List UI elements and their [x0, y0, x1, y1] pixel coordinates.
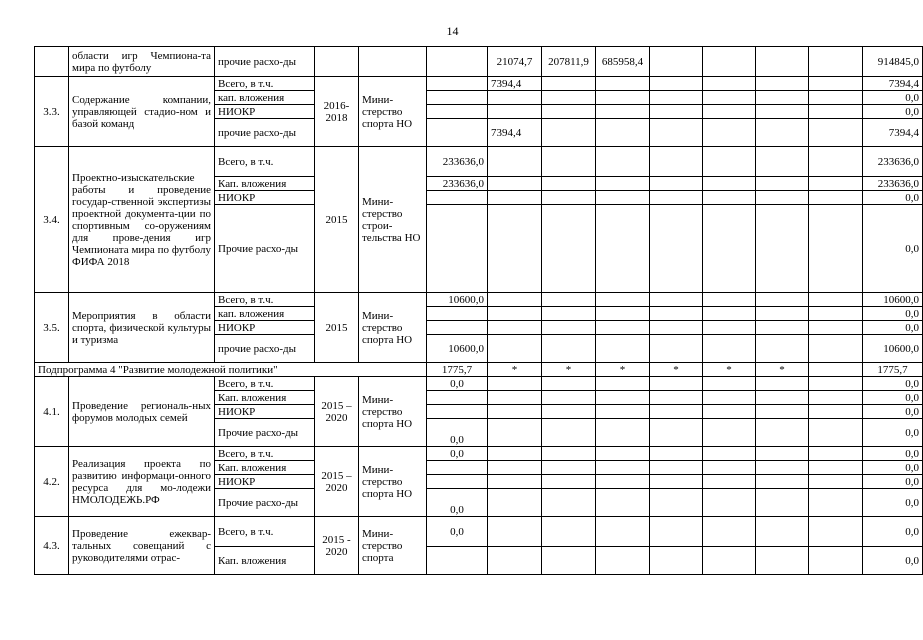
item-years: 2015 - 2020 — [315, 517, 359, 575]
page-number: 14 — [446, 24, 459, 38]
table-row: НИОКР 0,0 — [35, 191, 923, 205]
subprogram-row: Подпрограмма 4 "Развитие молодежной политики" 1775,7 * * * * * * 1775,7 — [35, 363, 923, 377]
table-row: Кап. вложения 0,0 — [35, 547, 923, 575]
table-row: Прочие расхо-ды 0,0 0,0 — [35, 419, 923, 447]
category-other: Прочие расхо-ды — [215, 419, 315, 447]
continuation-expense: прочие расхо-ды — [215, 47, 315, 77]
item-ministry: Мини-стерство спорта НО — [359, 293, 427, 363]
item-ministry: Мини-стерство спорта НО — [359, 377, 427, 447]
category-niokr: НИОКР — [215, 321, 315, 335]
item-ministry: Мини-стерство спорта НО — [359, 77, 427, 147]
item-number: 4.2. — [35, 447, 69, 517]
table-row: 4.2. Реализация проекта по развитию информаци-онного ресурса для мо-лодежи НМОЛОДЕЖЬ.РФ Всего, в т.ч. 2015 – 2020 Мини-стерство спорта НО 0,0 0,0 — [35, 447, 923, 461]
budget-table — [34, 46, 923, 575]
item-years: 2015 – 2020 — [315, 447, 359, 517]
table-row: Прочие расхо-ды 0,0 — [35, 205, 923, 293]
category-niokr: НИОКР — [215, 475, 315, 489]
item-years: 2015 – 2020 — [315, 377, 359, 447]
category-niokr: НИОКР — [215, 405, 315, 419]
item-number: 3.5. — [35, 293, 69, 363]
item-number: 3.3. — [35, 77, 69, 147]
item-years: 2015 — [315, 147, 359, 293]
item-name: Проведение ежеквар-тальных совещаний с руководителями отрас- — [69, 517, 215, 575]
item-years: 2015 — [315, 293, 359, 363]
table-row: Кап. вложения 0,0 — [35, 461, 923, 475]
item-number: 3.4. — [35, 147, 69, 293]
item-ministry: Мини-стерство спорта — [359, 517, 427, 575]
category-other: Прочие расхо-ды — [215, 205, 315, 293]
category-capital: Кап. вложения — [215, 177, 315, 191]
table-row: 3.5. Мероприятия в области спорта, физической культуры и туризма Всего, в т.ч. 2015 Мини-стерство спорта НО 10600,0 10600,0 — [35, 293, 923, 307]
table-row: НИОКР 0,0 — [35, 105, 923, 119]
continuation-v2: 207811,9 — [542, 47, 596, 77]
category-other: прочие расхо-ды — [215, 119, 315, 147]
table-row: НИОКР 0,0 — [35, 405, 923, 419]
table-row: 4.1. Проведение региональ-ных форумов молодых семей Всего, в т.ч. 2015 – 2020 Мини-стерство спорта НО 0,0 0,0 — [35, 377, 923, 391]
item-name: Проведение региональ-ных форумов молодых семей — [69, 377, 215, 447]
category-all: Всего, в т.ч. — [215, 147, 315, 177]
table-row: 3.3. Содержание компании, управляющей стадио-ном и базой команд Всего, в т.ч. 2016-2018 Мини-стерство спорта НО 7394,4 7394,4 — [35, 77, 923, 91]
table-row: 4.3. Проведение ежеквар-тальных совещаний с руководителями отрас- Всего, в т.ч. 2015 - 2020 Мини-стерство спорта 0,0 0,0 — [35, 517, 923, 547]
item-name: Проектно-изыскательские работы и проведение государ-ственной экспертизы проектной документа-ции по спортивным со-оружениям для прове-дения игр Чемпионата мира по футболу ФИФА 2018 — [69, 147, 215, 293]
item-number: 4.1. — [35, 377, 69, 447]
table-row: кап. вложения 0,0 — [35, 307, 923, 321]
item-name: Реализация проекта по развитию информаци-онного ресурса для мо-лодежи НМОЛОДЕЖЬ.РФ — [69, 447, 215, 517]
category-capital: кап. вложения — [215, 91, 315, 105]
continuation-total: 914845,0 — [863, 47, 923, 77]
table-row: НИОКР 0,0 — [35, 475, 923, 489]
table-row: Кап. вложения 0,0 — [35, 391, 923, 405]
table-row: прочие расхо-ды 10600,0 10600,0 — [35, 335, 923, 363]
table-row: Кап. вложения 233636,0 233636,0 — [35, 177, 923, 191]
continuation-name: области игр Чемпиона-та мира по футболу — [69, 47, 215, 77]
category-other: Прочие расхо-ды — [215, 489, 315, 517]
subprogram-2015: 1775,7 — [427, 363, 488, 377]
subprogram-total: 1775,7 — [863, 363, 923, 377]
item-number: 4.3. — [35, 517, 69, 575]
table-row: прочие расхо-ды 7394,4 7394,4 — [35, 119, 923, 147]
table-row — [35, 47, 923, 77]
category-other: прочие расхо-ды — [215, 335, 315, 363]
category-niokr: НИОКР — [215, 105, 315, 119]
category-all: Всего, в т.ч. — [215, 447, 315, 461]
item-ministry: Мини-стерство строи-тельства НО — [359, 147, 427, 293]
continuation-v1: 21074,7 — [488, 47, 542, 77]
table-row: НИОКР 0,0 — [35, 321, 923, 335]
item-name: Содержание компании, управляющей стадио-ном и базой команд — [69, 77, 215, 147]
continuation-v3: 685958,4 — [596, 47, 650, 77]
category-capital: кап. вложения — [215, 307, 315, 321]
item-ministry: Мини-стерство спорта НО — [359, 447, 427, 517]
category-all: Всего, в т.ч. — [215, 377, 315, 391]
category-niokr: НИОКР — [215, 191, 315, 205]
category-capital: Кап. вложения — [215, 391, 315, 405]
subprogram-title: Подпрограмма 4 "Развитие молодежной политики" — [35, 363, 427, 377]
table-row: 3.4. Проектно-изыскательские работы и проведение государ-ственной экспертизы проектной документа-ции по спортивным со-оружениям для прове-дения игр Чемпионата мира по футболу ФИФА 2018 Всего, в т.ч. 2015 Мини-стерство строи-тельства НО 233636,0 233636,0 — [35, 147, 923, 177]
category-all: Всего, в т.ч. — [215, 77, 315, 91]
category-all: Всего, в т.ч. — [215, 293, 315, 307]
item-name: Мероприятия в области спорта, физической культуры и туризма — [69, 293, 215, 363]
table-row: Прочие расхо-ды 0,0 0,0 — [35, 489, 923, 517]
category-capital: Кап. вложения — [215, 547, 315, 575]
table-row: кап. вложения 0,0 — [35, 91, 923, 105]
item-years: 2016-2018 — [315, 77, 359, 147]
category-all: Всего, в т.ч. — [215, 517, 315, 547]
category-capital: Кап. вложения — [215, 461, 315, 475]
